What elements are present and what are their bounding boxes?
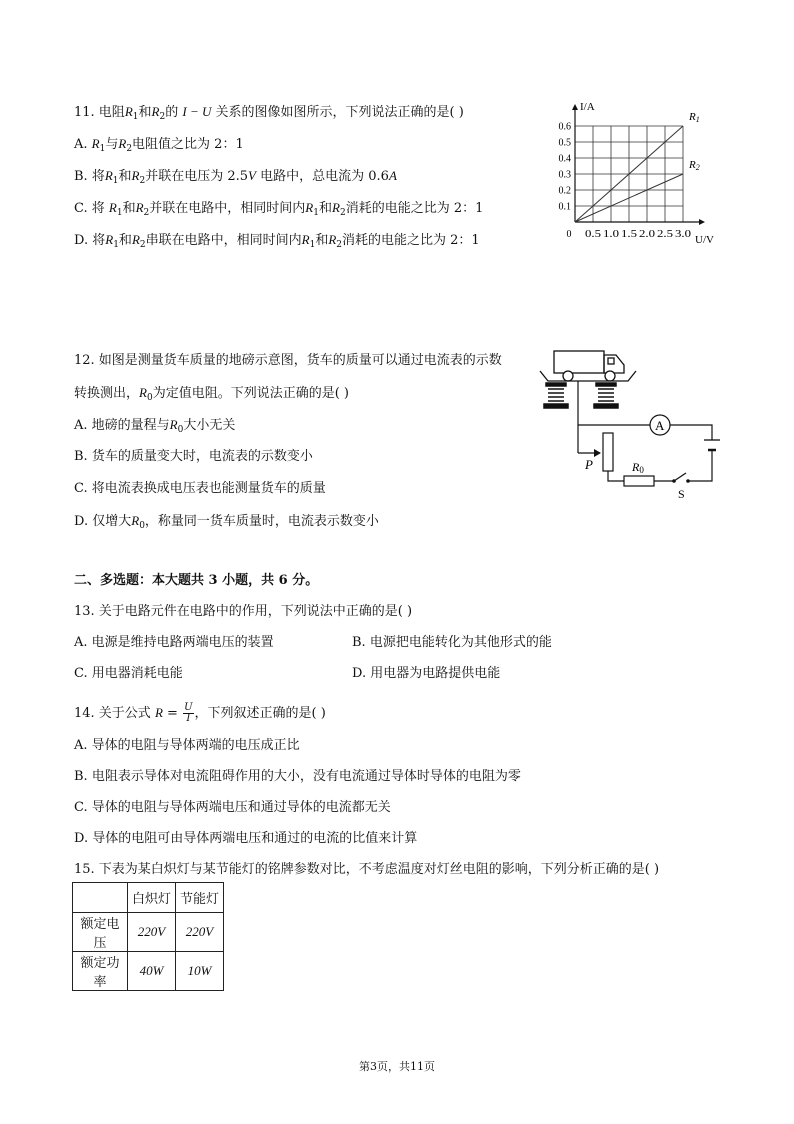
q13-option-a[interactable]: A. 电源是维持电路两端电压的装置 — [74, 635, 274, 650]
q13-option-c[interactable]: C. 用电器消耗电能 — [74, 666, 183, 681]
option-text: 和 — [118, 233, 132, 248]
series-label-r2: R2 — [689, 159, 700, 172]
table-header-cell — [73, 883, 128, 913]
formula-fraction — [183, 703, 193, 724]
r-symbol: R — [105, 232, 114, 247]
q11-stem-text: 11. 电阻 — [74, 105, 125, 120]
x-tick-label: 2.5 — [657, 229, 673, 240]
q11-stem — [74, 103, 464, 126]
lamp-spec-table — [72, 882, 224, 991]
r-symbol: R — [332, 200, 340, 215]
r-subscript: 2 — [336, 240, 343, 250]
slider-arrow — [594, 449, 601, 457]
q12-option-c[interactable]: C. 将电流表换成电压表也能测量货车的质量 — [74, 481, 326, 496]
option-text: A. — [74, 137, 92, 152]
q11-stem-text: 和 — [138, 105, 152, 120]
q11-option-a[interactable] — [74, 135, 244, 158]
option-text: 消耗的电能之比为 2：1 — [342, 233, 480, 248]
option-text: ，称量同一货车质量时，电流表示数变小 — [144, 514, 379, 529]
r-symbol: R — [131, 232, 140, 247]
y-tick-label: 0.6 — [558, 121, 571, 133]
r-symbol: R — [301, 232, 310, 247]
r0-symbol: R — [169, 417, 178, 432]
y-axis-label: I/A — [580, 101, 595, 113]
x-tick-label: 0 — [566, 229, 572, 240]
table-cell: 220V — [128, 913, 176, 952]
r-symbol: R — [305, 200, 314, 215]
spring-right — [594, 383, 618, 408]
option-text: 并联在电路中，相同时间内 — [149, 201, 306, 216]
table-header-row — [73, 883, 224, 913]
q14-option-a[interactable]: A. 导体的电阻与导体两端的电压成正比 — [74, 738, 300, 753]
option-text: D. 仅增大 — [74, 514, 132, 529]
spring-coil — [598, 389, 614, 401]
iu-chart — [545, 96, 725, 252]
option-text: 和 — [315, 233, 329, 248]
page-footer: 第3页，共11页 — [359, 1060, 435, 1073]
q14-stem-text: ，下列叙述正确的是( ) — [194, 706, 326, 721]
option-text: 和 — [118, 169, 132, 184]
option-text: A. 地磅的量程与 — [74, 418, 170, 433]
y-tick-label: 0.1 — [558, 201, 571, 213]
r-subscript: 2 — [139, 176, 146, 186]
wire — [688, 450, 712, 481]
resistor-label: R0 — [632, 460, 644, 475]
r0-symbol: R — [139, 385, 147, 400]
table-row — [73, 913, 224, 952]
q12-stem-line2 — [74, 384, 349, 407]
formula-numerator: U — [184, 702, 193, 713]
option-text: 并联在电压为 2.5 — [145, 169, 249, 184]
r0-subscript: 0 — [146, 393, 153, 403]
x-tick-label: 2.0 — [639, 229, 655, 240]
q13-option-b[interactable]: B. 电源把电能转化为其他形式的能 — [352, 635, 552, 650]
table-header-cell: 白炽灯 — [128, 883, 176, 913]
r-subscript: 2 — [143, 208, 150, 218]
q11-stem-text: 的 — [165, 105, 179, 120]
formula-equals: = — [162, 706, 183, 721]
option-text: 和 — [318, 201, 332, 216]
series-label-r1: R1 — [689, 111, 700, 124]
truck-icon — [554, 351, 624, 381]
r1-subscript: 1 — [132, 112, 139, 122]
x-tick-label: 1.5 — [621, 229, 637, 240]
r-subscript: 2 — [139, 240, 146, 250]
spring-cap — [596, 383, 616, 386]
option-text: 和 — [122, 201, 136, 216]
table-cell: 10W — [176, 952, 224, 991]
r-subscript: 2 — [126, 144, 133, 154]
unit-a: A — [388, 168, 397, 183]
q14-stem — [74, 701, 326, 726]
q12-option-b[interactable]: B. 货车的质量变大时，电流表的示数变小 — [74, 449, 313, 464]
x-tick-label: 0.5 — [585, 229, 601, 240]
x-axis-arrow — [699, 219, 705, 225]
r-symbol: R — [108, 200, 117, 215]
q14-stem-text: 14. 关于公式 — [74, 706, 155, 721]
q14-option-b[interactable]: B. 电阻表示导体对电流阻碍作用的大小，没有电流通过导体时导体的电阻为零 — [74, 769, 521, 784]
truck-wheel — [605, 371, 615, 381]
table-cell: 额定电压 — [73, 913, 128, 952]
unit-v: V — [248, 168, 256, 183]
r0-subscript: 0 — [139, 521, 145, 531]
x-axis-label: U/V — [695, 234, 714, 246]
r-subscript: 1 — [112, 176, 119, 186]
y-tick-label: 0.2 — [558, 185, 571, 197]
table-header-cell: 节能灯 — [176, 883, 224, 913]
wire — [578, 381, 650, 425]
r2-symbol: R — [151, 104, 160, 119]
r2-subscript: 2 — [159, 112, 166, 122]
q12-stem-text: 为定值电阻。下列说法正确的是( ) — [152, 386, 349, 401]
y-tick-label: 0.5 — [558, 137, 571, 149]
option-text: C. 将 — [74, 201, 109, 216]
r1-symbol: R — [124, 104, 133, 119]
q13-option-d[interactable]: D. 用电器为电路提供电能 — [352, 666, 501, 681]
q11-option-b[interactable] — [74, 167, 397, 190]
r-subscript: 1 — [313, 208, 319, 218]
truck-window — [608, 358, 614, 364]
option-text: 串联在电路中，相同时间内 — [145, 233, 302, 248]
ammeter-label: A — [655, 418, 665, 433]
x-tick-label: 3.0 — [675, 229, 691, 240]
circuit-wires — [578, 381, 712, 481]
option-text: D. 将 — [74, 233, 106, 248]
r-symbol: R — [91, 136, 100, 151]
spring-base — [594, 404, 618, 408]
slider-label: P — [585, 457, 593, 472]
q15-stem: 15. 下表为某白炽灯与某节能灯的铭牌参数对比，不考虑温度对灯丝电阻的影响，下列分析正确的是( ) — [74, 862, 660, 877]
spring-coil — [548, 389, 564, 401]
y-tick-label: 0.3 — [558, 169, 571, 181]
switch-blade — [674, 473, 686, 481]
y-axis-arrow — [572, 104, 578, 110]
option-text: 大小无关 — [183, 418, 236, 433]
x-tick-label: 1.0 — [603, 229, 619, 240]
q12-option-d[interactable] — [74, 512, 379, 535]
iu-symbol: I − U — [182, 104, 212, 119]
table-row — [73, 952, 224, 991]
q14-option-c[interactable]: C. 导体的电阻与导体两端电压和通过导体的电流都无关 — [74, 800, 391, 815]
chart-lines — [575, 111, 700, 222]
table-cell: 220V — [176, 913, 224, 952]
option-text: 电路中，总电流为 0.6 — [255, 169, 389, 184]
switch-label: S — [678, 487, 685, 501]
r-subscript: 1 — [113, 240, 119, 250]
r-symbol: R — [131, 168, 140, 183]
weighbridge-circuit-diagram — [528, 345, 728, 505]
q14-option-d[interactable]: D. 导体的电阻可由导体两端电压和通过的电流的比值来计算 — [74, 831, 418, 846]
r0-subscript: 0 — [177, 425, 184, 435]
q13-stem: 13. 关于电路元件在电路中的作用，下列说法中正确的是( ) — [74, 604, 413, 619]
q12-stem-line1: 12. 如图是测量货车质量的地磅示意图，货车的质量可以通过电流表的示数 — [74, 353, 502, 368]
truck-wheel — [563, 371, 573, 381]
rheostat — [603, 433, 613, 471]
r-symbol: R — [135, 200, 144, 215]
r-symbol: R — [104, 168, 113, 183]
spring-base — [544, 404, 568, 408]
table-cell: 额定功率 — [73, 952, 128, 991]
q11-option-c[interactable] — [74, 199, 483, 222]
truck-cargo-box — [554, 351, 604, 373]
r-symbol: R — [328, 232, 337, 247]
r-symbol: R — [118, 136, 127, 151]
y-tick-label: 0.4 — [558, 153, 571, 165]
formula-r: R — [154, 705, 163, 720]
option-text: 电阻值之比为 2：1 — [132, 137, 244, 152]
r-subscript: 1 — [116, 208, 123, 218]
option-text: B. 将 — [74, 169, 105, 184]
spring-left — [544, 383, 568, 408]
spring-cap — [546, 383, 566, 386]
switch-contact — [686, 479, 690, 483]
q11-stem-text: 关系的图像如图所示，下列说法正确的是( ) — [211, 105, 464, 120]
section-title: 二、多选题：本大题共 3 小题，共 6 分。 — [74, 573, 319, 588]
r0-symbol: R — [131, 513, 140, 528]
q12-stem-text: 转换测出， — [74, 386, 140, 401]
option-text: 消耗的电能之比为 2：1 — [345, 201, 484, 216]
q12-option-a[interactable] — [74, 416, 235, 439]
resistor-r0 — [624, 476, 654, 486]
table-cell: 40W — [128, 952, 176, 991]
q11-option-d[interactable] — [74, 231, 480, 254]
formula-denominator: I — [186, 713, 191, 724]
r-subscript: 1 — [309, 240, 316, 250]
option-text: 与 — [105, 137, 119, 152]
r-subscript: 1 — [99, 144, 106, 154]
r-subscript: 2 — [339, 208, 346, 218]
wire — [670, 425, 712, 440]
